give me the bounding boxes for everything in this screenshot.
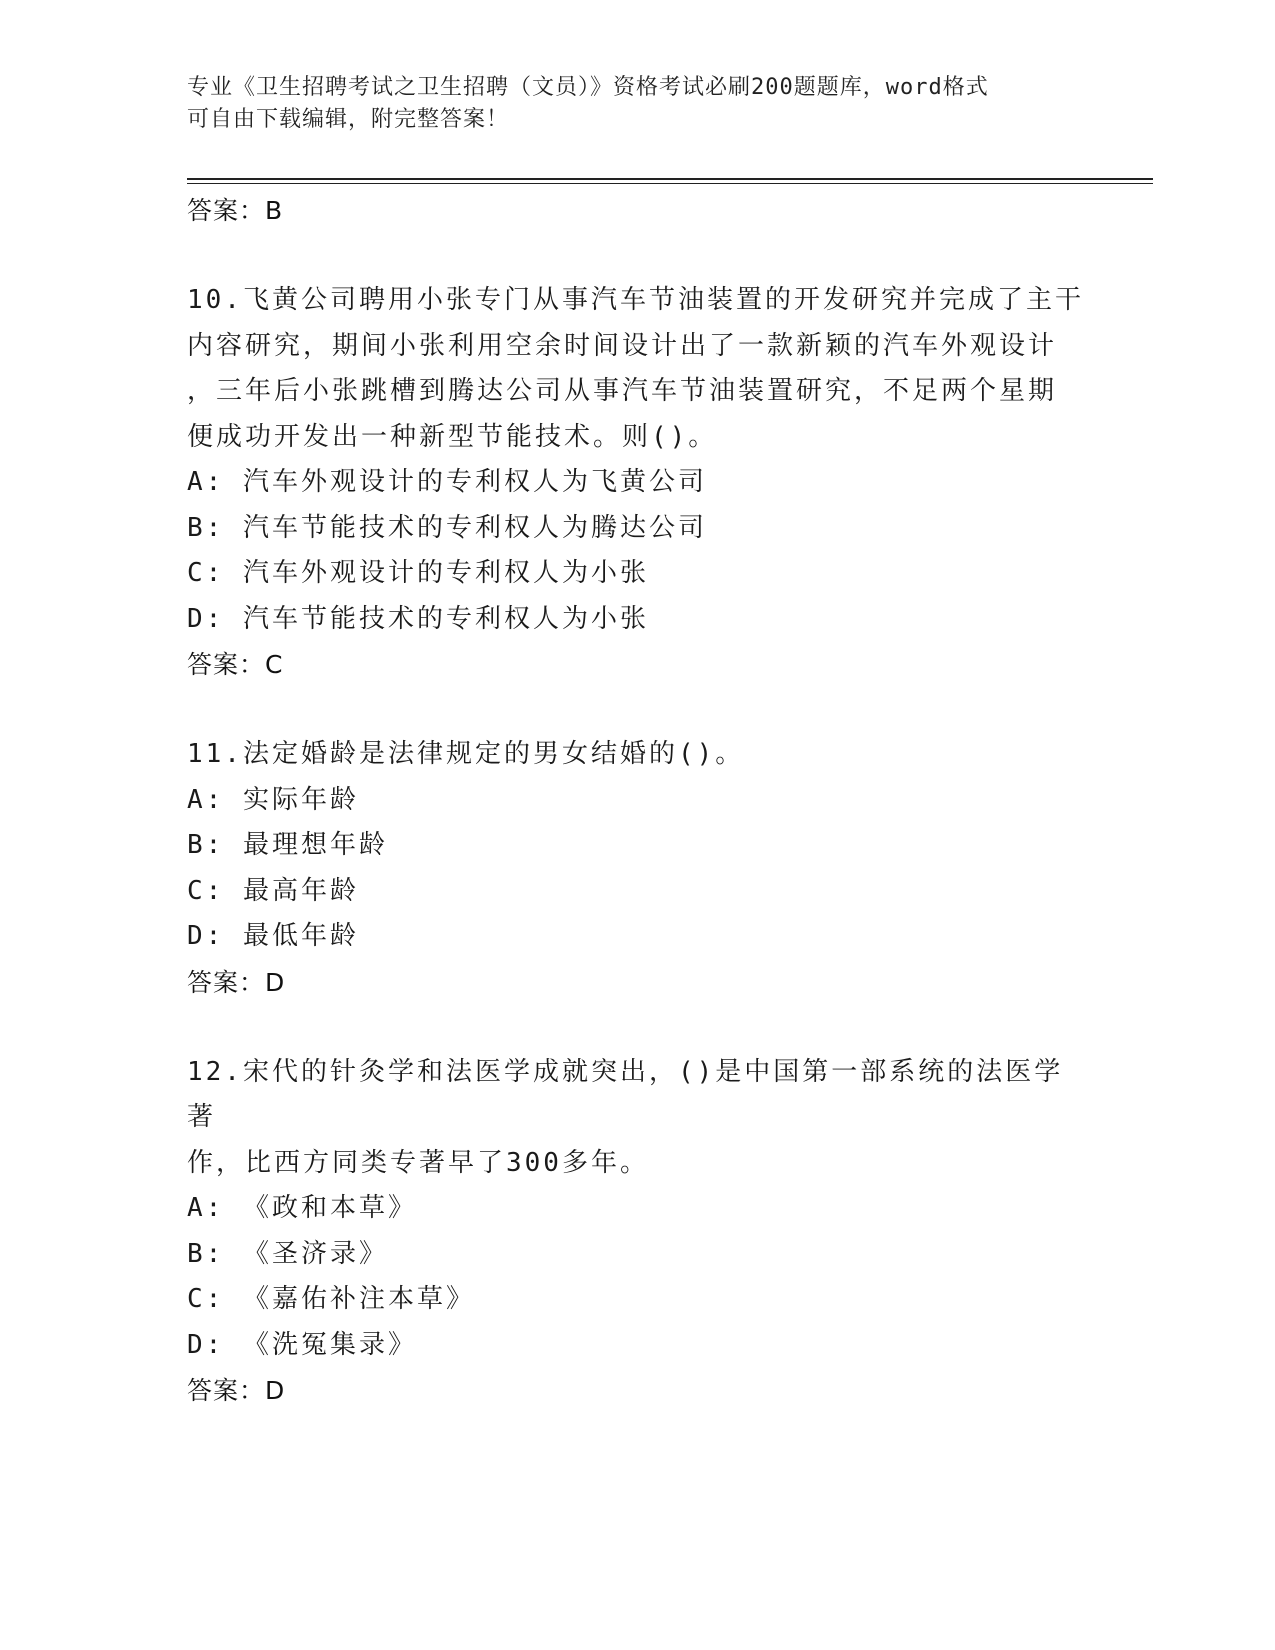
question-11 xyxy=(187,732,1087,1006)
spacer xyxy=(187,688,1087,732)
previous-answer: 答案：B xyxy=(187,196,284,225)
header-divider-thick xyxy=(187,178,1153,180)
document-header xyxy=(187,72,1067,136)
header-divider-thin xyxy=(187,183,1153,184)
question-line: ，三年后小张跳槽到腾达公司从事汽车节油装置研究，不足两个星期 xyxy=(187,376,1058,406)
answer: 答案：D xyxy=(187,1376,286,1405)
header-line-1: 专业《卫生招聘考试之卫生招聘（文员）》资格考试必刷200题题库，word格式 xyxy=(187,75,989,100)
option-d: D: 《洗冤集录》 xyxy=(187,1329,417,1360)
answer: 答案：D xyxy=(187,967,286,997)
question-line: 12.宋代的针灸学和法医学成就突出，()是中国第一部系统的法医学著 xyxy=(187,1056,1064,1132)
option-b: B: 最理想年龄 xyxy=(187,830,388,860)
option-c: C: 汽车外观设计的专利权人为小张 xyxy=(187,558,649,588)
question-12 xyxy=(187,1050,1087,1415)
answer: 答案：C xyxy=(187,650,284,679)
option-a: A: 《政和本草》 xyxy=(187,1193,417,1223)
document-body xyxy=(187,188,1087,1414)
option-d: D: 最低年龄 xyxy=(187,921,359,951)
option-a: A: 汽车外观设计的专利权人为飞黄公司 xyxy=(187,467,707,497)
option-c: C: 最高年龄 xyxy=(187,875,359,906)
question-line: 作，比西方同类专著早了300多年。 xyxy=(187,1147,649,1178)
option-d: D: 汽车节能技术的专利权人为小张 xyxy=(187,603,649,634)
spacer xyxy=(187,1006,1087,1050)
question-line: 11.法定婚龄是法律规定的男女结婚的()。 xyxy=(187,739,745,769)
question-10 xyxy=(187,278,1087,688)
spacer xyxy=(187,234,1087,278)
option-a: A: 实际年龄 xyxy=(187,784,359,815)
option-b: B: 《圣济录》 xyxy=(187,1238,388,1269)
question-line: 便成功开发出一种新型节能技术。则()。 xyxy=(187,421,718,452)
option-c: C: 《嘉佑补注本草》 xyxy=(187,1284,475,1314)
question-line: 内容研究，期间小张利用空余时间设计出了一款新颖的汽车外观设计 xyxy=(187,330,1058,361)
option-b: B: 汽车节能技术的专利权人为腾达公司 xyxy=(187,512,707,543)
header-line-2: 可自由下载编辑，附完整答案！ xyxy=(187,107,510,132)
question-line: 10.飞黄公司聘用小张专门从事汽车节油装置的开发研究并完成了主干 xyxy=(187,285,1084,315)
